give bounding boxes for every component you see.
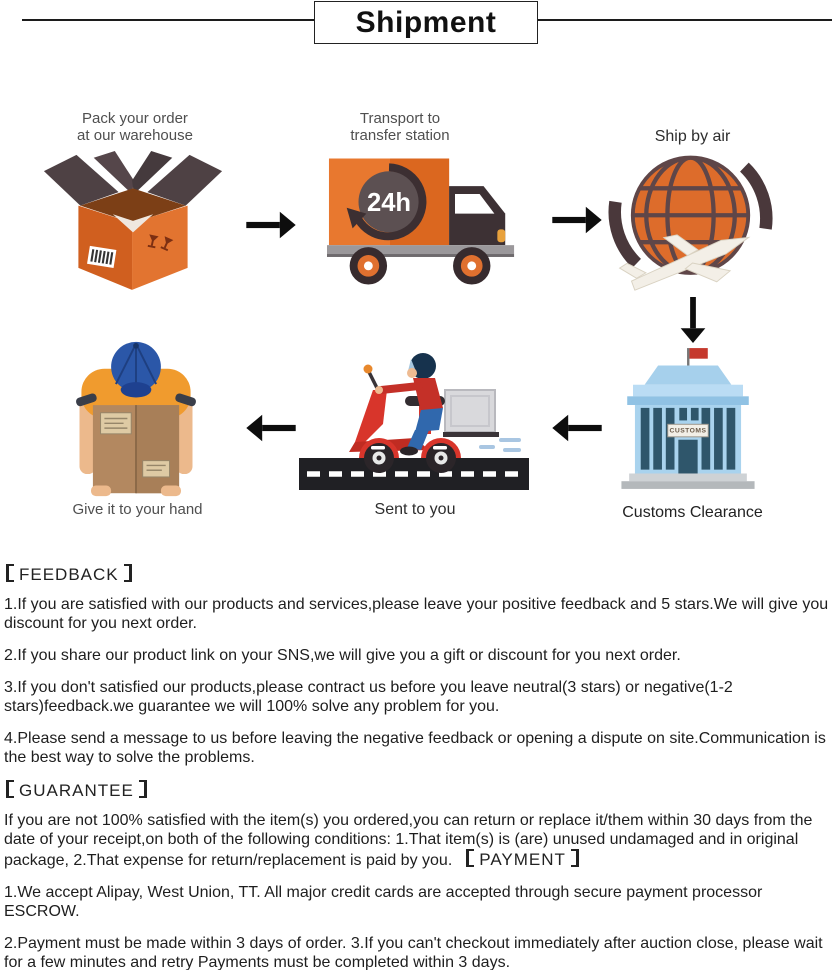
caption-air: Ship by air <box>654 128 731 145</box>
flag <box>689 348 707 359</box>
customs-building-icon <box>606 346 770 491</box>
parcel-label <box>101 413 132 434</box>
feedback-heading: FEEDBACK <box>6 564 834 584</box>
caption-pack: Pack your order at our warehouse <box>77 110 193 144</box>
globe-plane-icon <box>602 146 780 298</box>
parcel-label-2 <box>143 461 170 477</box>
payment-heading: PAYMENT <box>466 850 579 869</box>
flow-arrow-right-2 <box>552 205 602 235</box>
delivery-scooter-icon <box>293 346 535 494</box>
flow-arrow-down <box>678 297 708 343</box>
feedback-item-2: 2.If you share our product link on your SNS,we will give you a gift or discount for you next order. <box>4 647 681 664</box>
policy-text <box>0 564 838 970</box>
customs-sign-label: CUSTOMS <box>669 427 707 435</box>
truck-icon <box>327 156 519 290</box>
guarantee-body: If you are not 100% satisfied with the item(s) you ordered,you can return or replace it/them within 30 days from the date of your receipt,on both of the following conditions: 1.That item(s) is (are) unused undamaged and in original package, 2.That expense for return/replacement is paid by you. PAYMENT <box>4 812 813 869</box>
caption-customs: Customs Clearance <box>622 504 763 521</box>
flow-arrow-left-1 <box>552 413 602 443</box>
caption-sent: Sent to you <box>374 501 456 518</box>
guarantee-heading: GUARANTEE <box>6 780 834 800</box>
flow-arrow-right-1 <box>246 210 296 240</box>
feedback-item-3: 3.If you don't satisfied our products,please contract us before you leave neutral(3 stars) or negative(1-2 stars)feedback.we guarantee we will 100% solve any problem for you. <box>4 679 733 715</box>
payment-item-1: 1.We accept Alipay, West Union, TT. All major credit cards are accepted through secure payment processor ESCROW. <box>4 884 763 920</box>
feedback-item-1: 1.If you are satisfied with our products and services,please leave your positive feedback and 5 stars.We will give you discount for you next order. <box>4 596 829 632</box>
title-box <box>314 1 538 44</box>
open-box-icon <box>42 146 224 292</box>
caption-hand: Give it to your hand <box>72 501 203 518</box>
flow-arrow-left-2 <box>246 413 296 443</box>
caption-transport: Transport to transfer station <box>350 110 450 144</box>
feedback-item-4: 4.Please send a message to us before leaving the negative feedback or opening a dispute on site.Communication is the best way to solve the problems. <box>4 730 826 766</box>
payment-item-2: 2.Payment must be made within 3 days of order. 3.If you can't checkout immediately after auction close, please wait for a few minutes and retry Payments must be completed within 3 days. <box>4 935 823 970</box>
page-title: Shipment <box>355 5 497 39</box>
truck-badge-label: 24h <box>366 188 412 217</box>
courier-handover-icon <box>64 340 208 498</box>
